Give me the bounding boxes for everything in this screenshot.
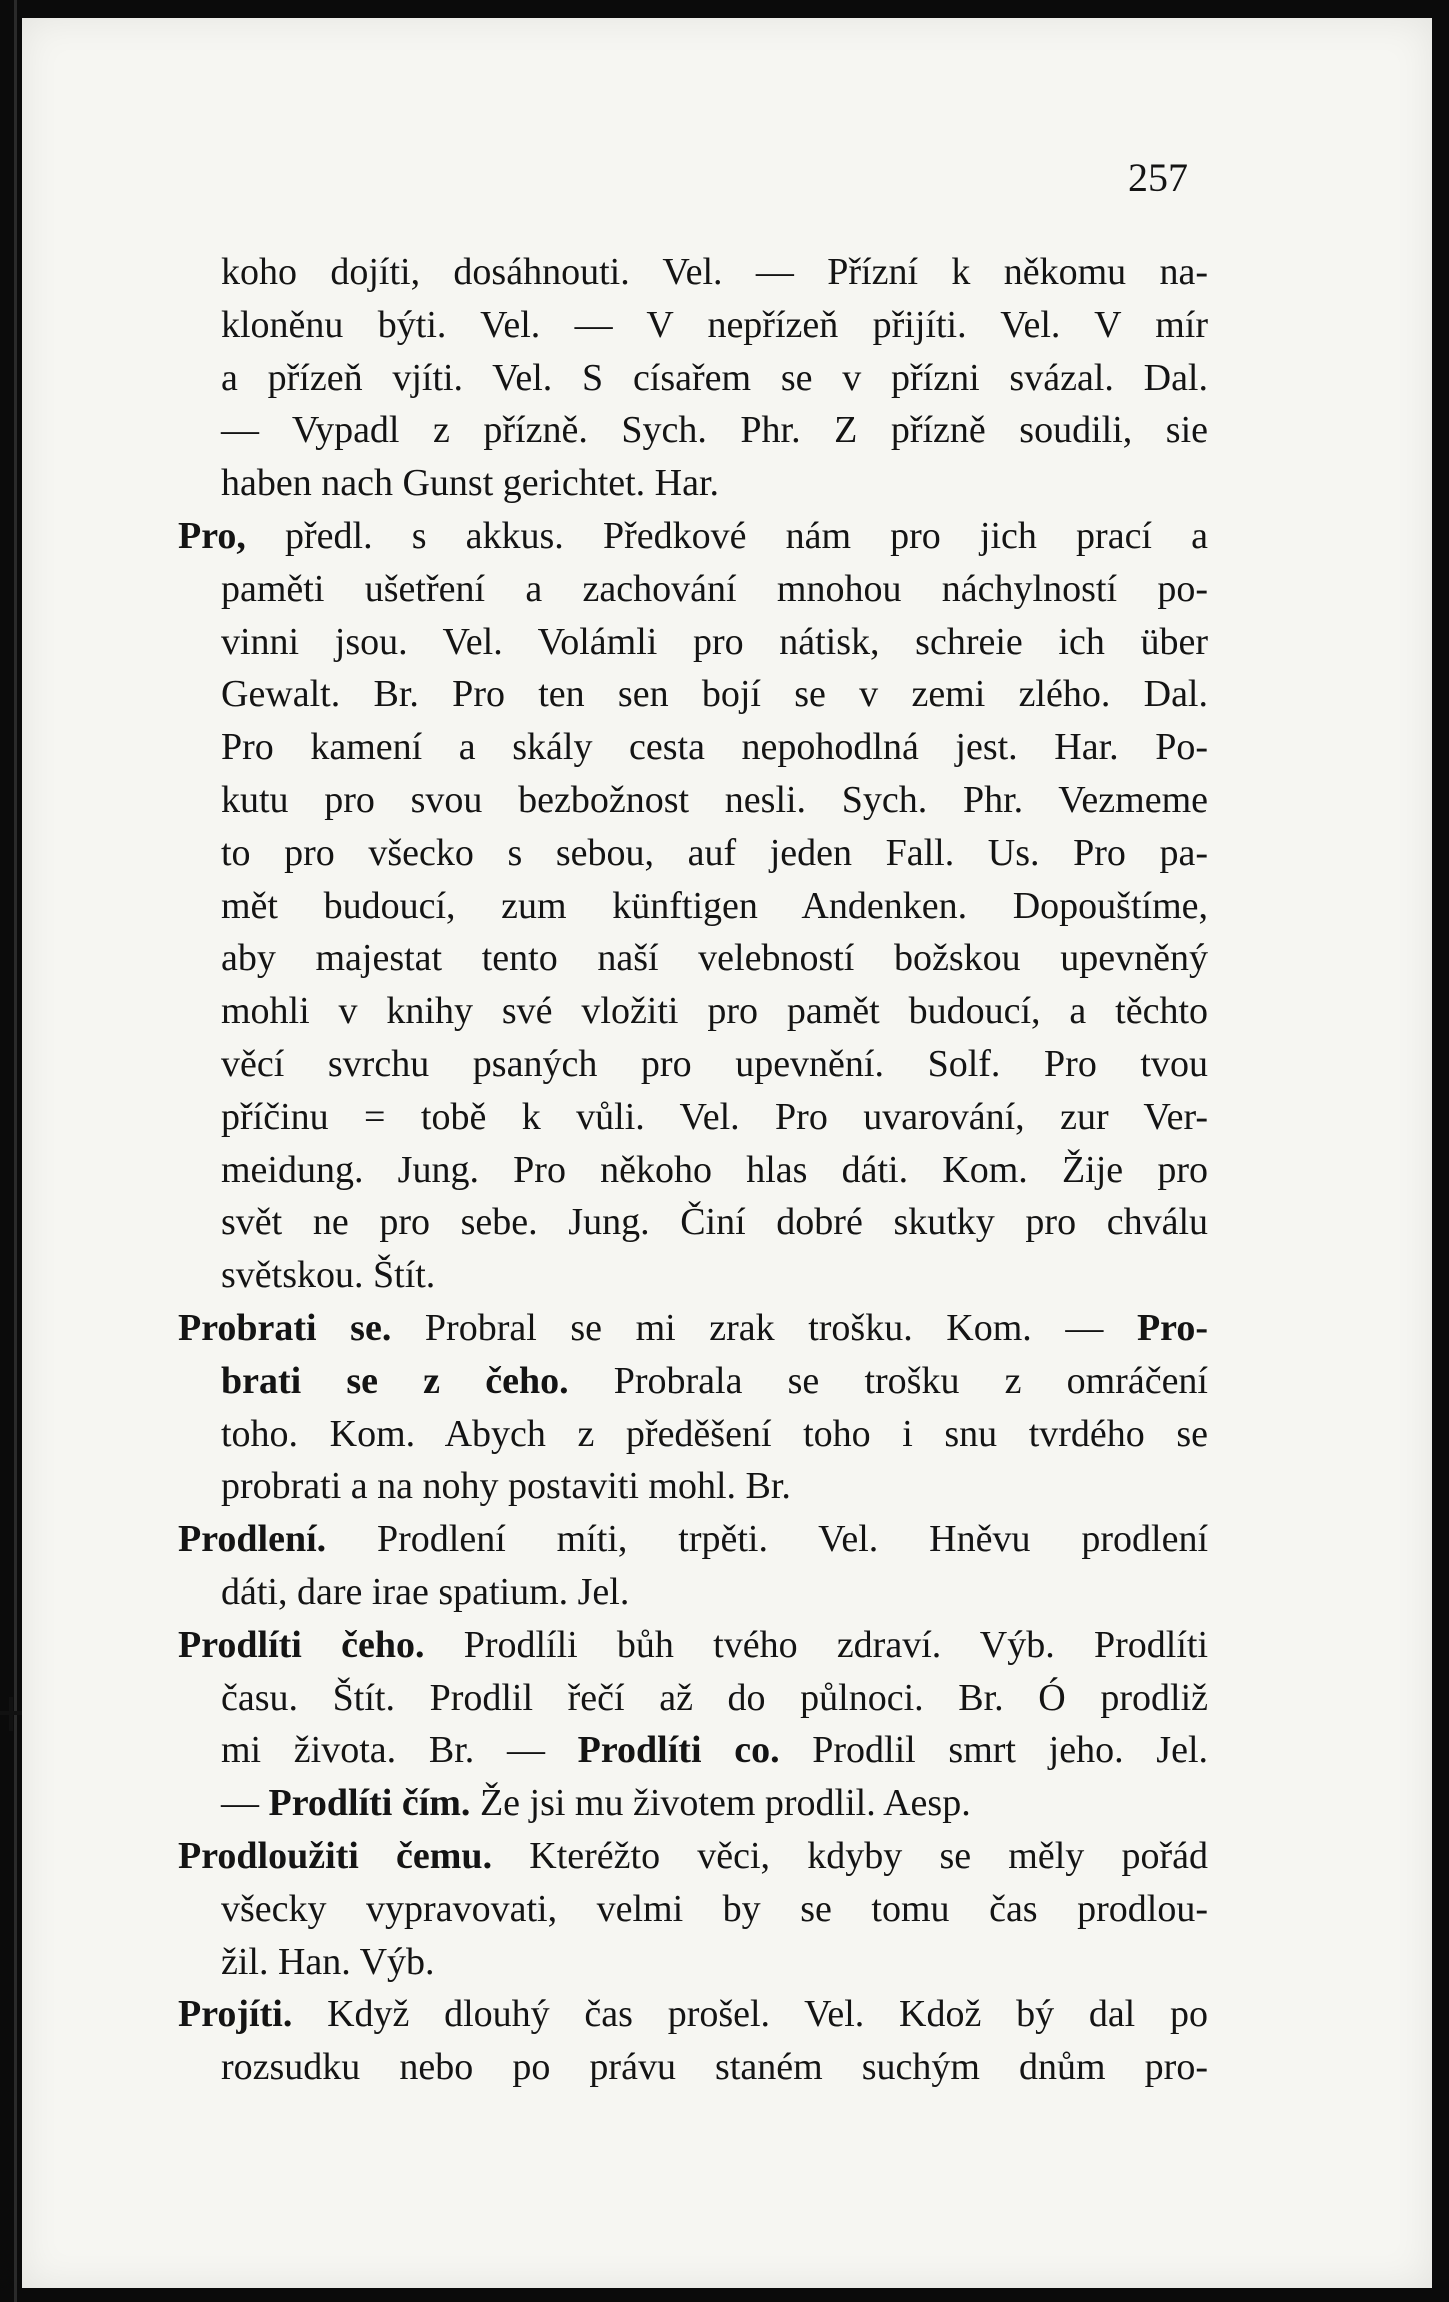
text-line [178, 352, 1208, 405]
text-line [178, 299, 1208, 352]
text-segment: — Vypadl z přízně. Sych. Phr. Z přízně soudili, sie [221, 409, 1208, 452]
text-segment: svět ne pro sebe. Jung. Činí dobré skutky pro chválu [221, 1201, 1208, 1244]
text-line [178, 985, 1208, 1038]
text-segment: mi života. Br. — [221, 1729, 578, 1772]
text-segment: Pro kamení a skály cesta nepohodlná jest. Har. Po- [221, 726, 1208, 769]
text-line [178, 457, 1208, 510]
entry-headword: Pro, [178, 514, 286, 557]
text-line [178, 1408, 1208, 1461]
entry-headword: Probrati se. [178, 1306, 425, 1349]
text-segment: Když dlouhý čas prošel. Vel. Kdož bý dal po [327, 1993, 1208, 2036]
text-segment: kloněnu býti. Vel. — V nepřízeň přijíti. Vel. V mír [221, 303, 1208, 346]
text-line [178, 668, 1208, 721]
text-segment: aby majestat tento naší velebností božskou upevněný [221, 937, 1208, 980]
text-segment: žil. Han. Výb. [221, 1940, 435, 1983]
margin-cross-mark-vertical [9, 1697, 13, 1731]
entry-line [178, 1830, 1208, 1883]
text-line [178, 1883, 1208, 1936]
text-line [178, 1091, 1208, 1144]
text-line [178, 1144, 1208, 1197]
text-line [178, 1355, 1208, 1408]
entry-line [178, 510, 1208, 563]
entry-headword: Prodlení. [178, 1518, 378, 1561]
text-line [178, 1566, 1208, 1619]
text-segment: to pro všecko s sebou, auf jeden Fall. Us. Pro pa- [221, 831, 1208, 874]
entry-headword: Prodlíti co. [577, 1729, 813, 1772]
text-segment: kutu pro svou bezbožnost nesli. Sych. Phr. Vezmeme [221, 778, 1208, 821]
text-line [178, 2041, 1208, 2094]
text-segment: Prodlení míti, trpěti. Vel. Hněvu prodlení [377, 1518, 1208, 1561]
text-segment: mohli v knihy své vložiti pro pamět budoucí, a těchto [221, 990, 1208, 1033]
scan-edge-rule [14, 0, 17, 2302]
text-line [178, 246, 1208, 299]
text-line [178, 1249, 1208, 1302]
dictionary-text [178, 246, 1208, 2094]
text-segment: Prodlil smrt jeho. Jel. [812, 1729, 1209, 1772]
text-line [178, 1038, 1208, 1091]
text-segment: Prodlíli bůh tvého zdraví. Výb. Prodlíti [463, 1623, 1208, 1666]
text-segment: probrati a na nohy postaviti mohl. Br. [221, 1465, 791, 1508]
text-segment: světskou. Štít. [221, 1254, 436, 1297]
text-segment: vinni jsou. Vel. Volámli pro nátisk, schreie ich über [221, 620, 1208, 663]
text-line [178, 932, 1208, 985]
text-line [178, 774, 1208, 827]
entry-headword: Prodloužiti čemu. [178, 1834, 530, 1877]
text-segment: paměti ušetření a zachování mnohou náchylností po- [221, 567, 1208, 610]
text-segment: Kteréžto věci, kdyby se měly pořád [529, 1834, 1208, 1877]
text-segment: rozsudku nebo po právu staném suchým dnům pro- [221, 2046, 1208, 2089]
text-line [178, 1936, 1208, 1989]
entry-line [178, 1619, 1208, 1672]
text-segment: dáti, dare irae spatium. Jel. [221, 1570, 630, 1613]
text-line [178, 1724, 1208, 1777]
text-segment: — [221, 1782, 269, 1825]
text-segment: meidung. Jung. Pro někoho hlas dáti. Kom. Žije pro [221, 1148, 1208, 1191]
entry-line [178, 1988, 1208, 2041]
text-segment: všecky vypravovati, velmi by se tomu čas prodlou- [221, 1887, 1208, 1930]
text-segment: příčinu = tobě k vůli. Vel. Pro uvarování, zur Ver- [221, 1095, 1208, 1138]
page-number: 257 [1128, 155, 1188, 200]
text-segment: koho dojíti, dosáhnouti. Vel. — Přízní k někomu na- [221, 251, 1208, 293]
text-segment: a přízeň vjíti. Vel. S císařem se v přízni svázal. Dal. [221, 356, 1208, 399]
entry-line [178, 1513, 1208, 1566]
entry-line [178, 1302, 1208, 1355]
text-segment: mět budoucí, zum künftigen Andenken. Dopouštíme, [221, 884, 1208, 927]
text-line [178, 1460, 1208, 1513]
entry-headword: Prodlíti čeho. [178, 1623, 464, 1666]
text-segment: Probral se mi zrak trošku. Kom. — [424, 1306, 1137, 1349]
text-segment: Gewalt. Br. Pro ten sen bojí se v zemi zlého. Dal. [221, 673, 1208, 716]
text-line [178, 404, 1208, 457]
text-segment: Že jsi mu životem prodlil. Aesp. [479, 1782, 971, 1825]
entry-headword: Pro- [1136, 1306, 1208, 1349]
text-line [178, 827, 1208, 880]
text-segment: haben nach Gunst gerichtet. Har. [221, 462, 720, 505]
text-line [178, 880, 1208, 933]
text-line [178, 563, 1208, 616]
text-line [178, 1196, 1208, 1249]
text-line [178, 1672, 1208, 1725]
text-line [178, 1777, 1208, 1830]
text-segment: času. Štít. Prodlil řečí až do půlnoci. Br. Ó prodliž [221, 1676, 1208, 1719]
text-line [178, 616, 1208, 669]
text-segment: předl. s akkus. Předkové nám pro jich prací a [285, 514, 1208, 557]
entry-headword: brati se z čeho. [221, 1359, 614, 1402]
text-line [178, 721, 1208, 774]
text-segment: Probrala se trošku z omráčení [613, 1359, 1208, 1402]
entry-headword: Prodlíti čím. [268, 1782, 480, 1825]
text-segment: věcí svrchu psaných pro upevnění. Solf. Pro tvou [221, 1042, 1208, 1085]
entry-headword: Projíti. [178, 1993, 328, 2036]
text-segment: toho. Kom. Abych z předěšení toho i snu tvrdého se [221, 1412, 1208, 1455]
